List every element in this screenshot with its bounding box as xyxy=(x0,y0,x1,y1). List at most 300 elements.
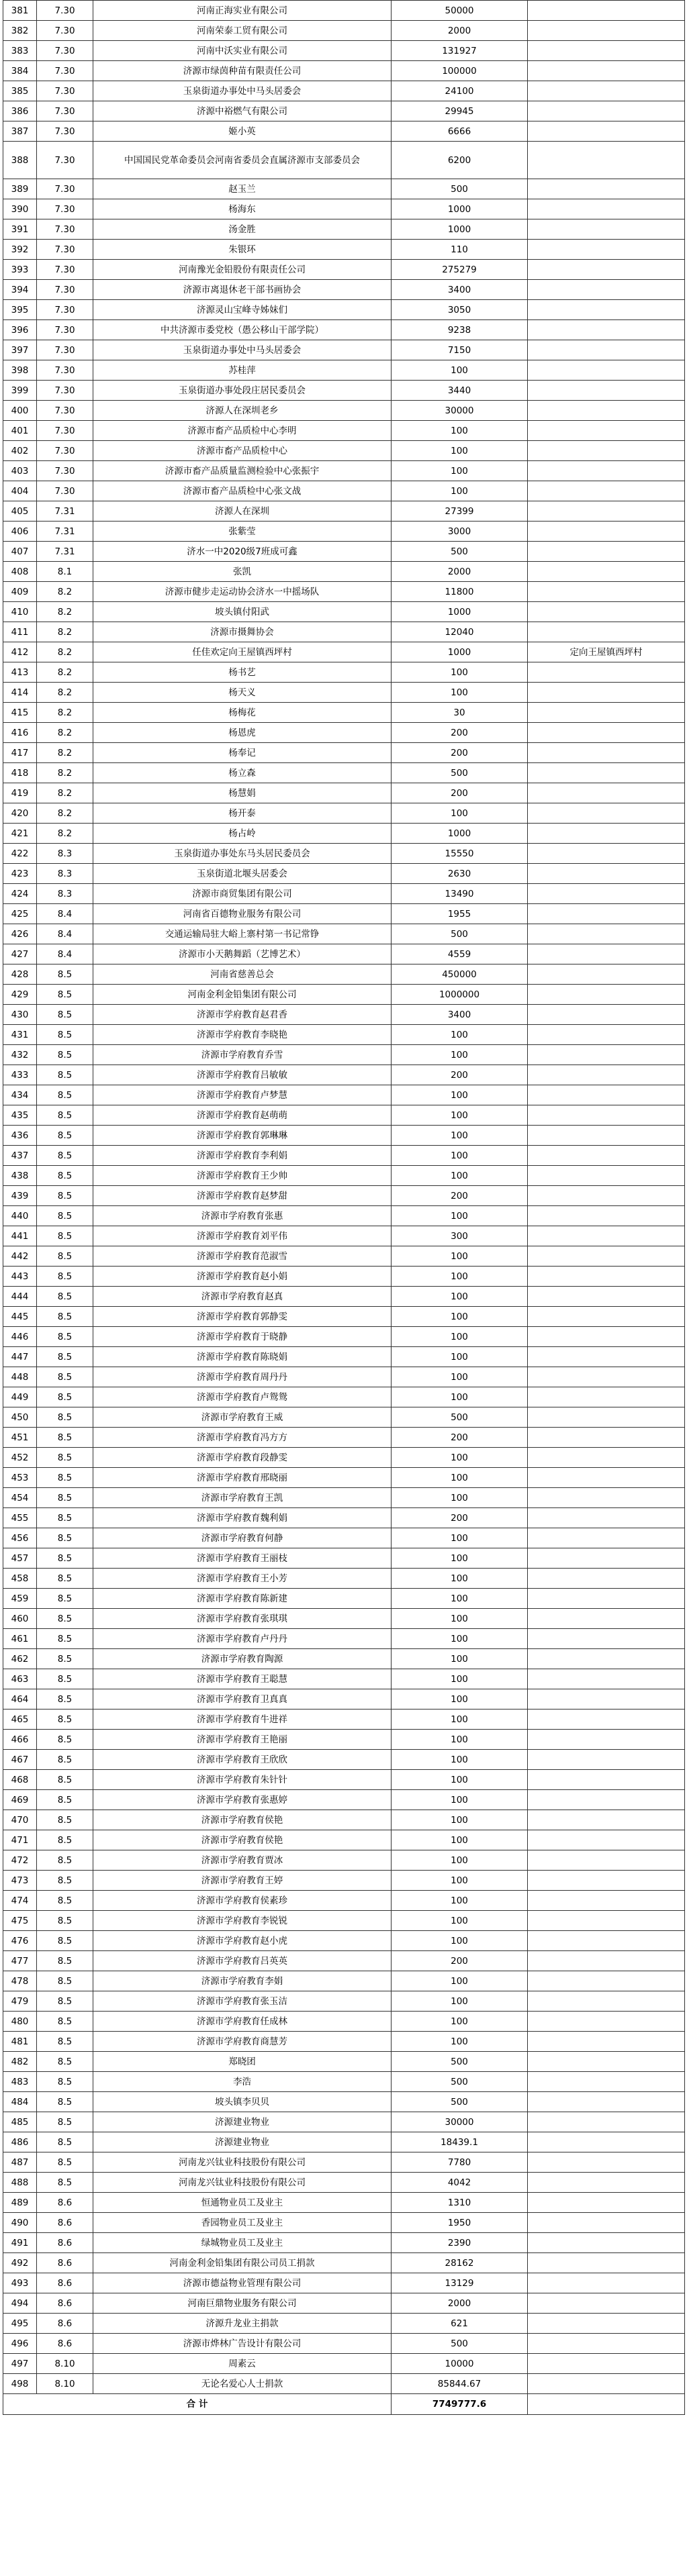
donor-name: 济源市学府教育吕英英 xyxy=(93,1951,392,1971)
table-row xyxy=(3,1468,685,1488)
row-date: 8.2 xyxy=(37,683,93,703)
row-note xyxy=(528,2334,685,2354)
row-number: 431 xyxy=(3,1025,37,1045)
donation-amount: 100 xyxy=(392,803,528,824)
row-note xyxy=(528,121,685,142)
donation-amount: 100 xyxy=(392,1488,528,1508)
row-note xyxy=(528,1206,685,1226)
row-date: 7.30 xyxy=(37,81,93,101)
row-date: 8.5 xyxy=(37,1609,93,1629)
row-date: 8.5 xyxy=(37,1045,93,1065)
row-date: 8.5 xyxy=(37,1790,93,1810)
row-note xyxy=(528,2193,685,2213)
row-note xyxy=(528,1146,685,1166)
table-row xyxy=(3,864,685,884)
donation-amount: 275279 xyxy=(392,260,528,280)
donor-name: 济源市学府教育李娟 xyxy=(93,1971,392,1991)
donor-name: 济源市学府教育王丽枝 xyxy=(93,1548,392,1569)
donation-amount: 4559 xyxy=(392,944,528,964)
table-row xyxy=(3,783,685,803)
donor-name: 济源市学府教育赵小虎 xyxy=(93,1931,392,1951)
row-date: 8.5 xyxy=(37,2112,93,2132)
donation-amount: 100 xyxy=(392,441,528,461)
donor-name: 济源市学府教育魏利娟 xyxy=(93,1508,392,1528)
row-number: 421 xyxy=(3,824,37,844)
donation-amount: 2000 xyxy=(392,2293,528,2314)
donation-amount: 13490 xyxy=(392,884,528,904)
row-number: 424 xyxy=(3,884,37,904)
row-number: 396 xyxy=(3,320,37,340)
row-note xyxy=(528,320,685,340)
table-row xyxy=(3,2152,685,2173)
donation-amount: 100 xyxy=(392,2032,528,2052)
donor-name: 赵玉兰 xyxy=(93,179,392,199)
donor-name: 济源市摄舞协会 xyxy=(93,622,392,642)
donation-amount: 300 xyxy=(392,1226,528,1246)
row-note xyxy=(528,61,685,81)
donation-amount: 100 xyxy=(392,1347,528,1367)
donation-amount: 100 xyxy=(392,1307,528,1327)
donation-amount: 100 xyxy=(392,1367,528,1387)
row-note xyxy=(528,904,685,924)
table-row xyxy=(3,2314,685,2334)
row-number: 411 xyxy=(3,622,37,642)
donation-amount: 29945 xyxy=(392,101,528,121)
row-date: 7.31 xyxy=(37,501,93,522)
donation-amount: 500 xyxy=(392,542,528,562)
row-date: 8.5 xyxy=(37,2012,93,2032)
row-date: 7.30 xyxy=(37,481,93,501)
row-note xyxy=(528,1730,685,1750)
row-date: 8.10 xyxy=(37,2354,93,2374)
table-row xyxy=(3,1569,685,1589)
row-number: 478 xyxy=(3,1971,37,1991)
table-row xyxy=(3,121,685,142)
donor-name: 济源市学府教育陈晓娟 xyxy=(93,1347,392,1367)
row-note xyxy=(528,2213,685,2233)
donation-amount: 100 xyxy=(392,1246,528,1267)
table-row xyxy=(3,582,685,602)
row-note xyxy=(528,1005,685,1025)
row-date: 8.5 xyxy=(37,1569,93,1589)
row-date: 8.5 xyxy=(37,1548,93,1569)
donation-amount: 100 xyxy=(392,1528,528,1548)
table-row xyxy=(3,1065,685,1085)
table-row xyxy=(3,884,685,904)
donor-name: 中共济源市委党校（愚公移山干部学院） xyxy=(93,320,392,340)
donor-name: 济源中裕燃气有限公司 xyxy=(93,101,392,121)
table-row xyxy=(3,1367,685,1387)
row-note xyxy=(528,1126,685,1146)
donation-amount: 100 xyxy=(392,1850,528,1871)
donation-amount: 2000 xyxy=(392,21,528,41)
row-note xyxy=(528,1649,685,1669)
row-note xyxy=(528,622,685,642)
row-date: 8.5 xyxy=(37,985,93,1005)
donation-amount: 100 xyxy=(392,1629,528,1649)
donor-name: 济源市学府教育陶源 xyxy=(93,1649,392,1669)
donor-name: 张紫莹 xyxy=(93,522,392,542)
row-number: 497 xyxy=(3,2354,37,2374)
row-number: 402 xyxy=(3,441,37,461)
total-note-cell xyxy=(528,2394,685,2415)
table-row xyxy=(3,1025,685,1045)
row-number: 439 xyxy=(3,1186,37,1206)
row-number: 401 xyxy=(3,421,37,441)
donor-name: 济源市学府教育王聪慧 xyxy=(93,1669,392,1689)
donation-amount: 4042 xyxy=(392,2173,528,2193)
row-date: 8.5 xyxy=(37,2032,93,2052)
row-date: 7.30 xyxy=(37,340,93,360)
row-date: 8.5 xyxy=(37,1589,93,1609)
row-number: 444 xyxy=(3,1287,37,1307)
row-number: 441 xyxy=(3,1226,37,1246)
row-note xyxy=(528,41,685,61)
row-number: 416 xyxy=(3,723,37,743)
donor-name: 河南巨鼎物业服务有限公司 xyxy=(93,2293,392,2314)
row-number: 470 xyxy=(3,1810,37,1830)
donor-name: 济源市学府教育王威 xyxy=(93,1407,392,1428)
row-note xyxy=(528,864,685,884)
row-note xyxy=(528,582,685,602)
donor-name: 河南省慈善总会 xyxy=(93,964,392,985)
row-number: 394 xyxy=(3,280,37,300)
row-note xyxy=(528,1589,685,1609)
donation-amount: 200 xyxy=(392,743,528,763)
row-date: 8.5 xyxy=(37,1166,93,1186)
donation-amount: 11800 xyxy=(392,582,528,602)
row-date: 8.5 xyxy=(37,1871,93,1891)
donor-name: 香园物业员工及业主 xyxy=(93,2213,392,2233)
row-number: 445 xyxy=(3,1307,37,1327)
row-note xyxy=(528,2233,685,2253)
donation-amount: 500 xyxy=(392,924,528,944)
table-row xyxy=(3,1891,685,1911)
donor-name: 济源市学府教育李晓艳 xyxy=(93,1025,392,1045)
row-number: 438 xyxy=(3,1166,37,1186)
donor-name: 姬小英 xyxy=(93,121,392,142)
donor-name: 河南龙兴钛业科技股份有限公司 xyxy=(93,2173,392,2193)
row-date: 7.30 xyxy=(37,300,93,320)
donation-amount: 100 xyxy=(392,1025,528,1045)
row-note xyxy=(528,360,685,381)
table-row xyxy=(3,481,685,501)
table-row xyxy=(3,803,685,824)
table-row xyxy=(3,1186,685,1206)
row-note xyxy=(528,2253,685,2273)
donor-name: 李浩 xyxy=(93,2072,392,2092)
row-date: 8.5 xyxy=(37,1488,93,1508)
table-row xyxy=(3,662,685,683)
row-note xyxy=(528,1,685,21)
row-note xyxy=(528,824,685,844)
donation-amount: 100 xyxy=(392,1206,528,1226)
row-note xyxy=(528,1347,685,1367)
row-number: 468 xyxy=(3,1770,37,1790)
row-number: 448 xyxy=(3,1367,37,1387)
donation-amount: 100 xyxy=(392,1730,528,1750)
table-row xyxy=(3,1287,685,1307)
row-date: 8.2 xyxy=(37,763,93,783)
donation-amount: 621 xyxy=(392,2314,528,2334)
donor-name: 济源市学府教育李锐锐 xyxy=(93,1911,392,1931)
row-note xyxy=(528,1186,685,1206)
donation-amount: 100000 xyxy=(392,61,528,81)
donor-name: 济源市绿茵种苗有限责任公司 xyxy=(93,61,392,81)
row-number: 472 xyxy=(3,1850,37,1871)
donation-amount: 1000 xyxy=(392,199,528,219)
table-row xyxy=(3,743,685,763)
row-number: 493 xyxy=(3,2273,37,2293)
donor-name: 济源市学府教育王凯 xyxy=(93,1488,392,1508)
row-number: 389 xyxy=(3,179,37,199)
row-note xyxy=(528,743,685,763)
row-date: 7.30 xyxy=(37,260,93,280)
row-number: 459 xyxy=(3,1589,37,1609)
donor-name: 济源市学府教育贾冰 xyxy=(93,1850,392,1871)
row-number: 412 xyxy=(3,642,37,662)
row-number: 474 xyxy=(3,1891,37,1911)
table-row xyxy=(3,1589,685,1609)
donor-name: 济源市学府教育商慧芳 xyxy=(93,2032,392,2052)
donor-name: 济源市学府教育牛进祥 xyxy=(93,1710,392,1730)
donation-amount: 200 xyxy=(392,1951,528,1971)
donor-name: 玉泉街道办事处段庄居民委员会 xyxy=(93,381,392,401)
donor-name: 济源市学府教育李利娟 xyxy=(93,1146,392,1166)
table-row xyxy=(3,924,685,944)
total-amount: 7749777.6 xyxy=(392,2394,528,2415)
row-number: 392 xyxy=(3,240,37,260)
donor-name: 河南金利金铅集团有限公司员工捐款 xyxy=(93,2253,392,2273)
row-date: 8.3 xyxy=(37,864,93,884)
row-number: 494 xyxy=(3,2293,37,2314)
row-date: 8.2 xyxy=(37,824,93,844)
donation-amount: 100 xyxy=(392,1911,528,1931)
row-date: 8.6 xyxy=(37,2213,93,2233)
table-row xyxy=(3,1206,685,1226)
table-row xyxy=(3,320,685,340)
donation-amount: 450000 xyxy=(392,964,528,985)
row-number: 410 xyxy=(3,602,37,622)
table-row xyxy=(3,142,685,179)
donor-name: 杨书艺 xyxy=(93,662,392,683)
row-date: 8.5 xyxy=(37,1126,93,1146)
donor-name: 济源市学府教育郭琳琳 xyxy=(93,1126,392,1146)
row-date: 8.6 xyxy=(37,2273,93,2293)
row-date: 8.5 xyxy=(37,1226,93,1246)
row-number: 397 xyxy=(3,340,37,360)
donor-name: 济源市学府教育张玉洁 xyxy=(93,1991,392,2012)
row-note xyxy=(528,2293,685,2314)
row-note xyxy=(528,602,685,622)
row-number: 490 xyxy=(3,2213,37,2233)
row-date: 8.5 xyxy=(37,1065,93,1085)
row-note xyxy=(528,964,685,985)
row-note xyxy=(528,1307,685,1327)
row-note xyxy=(528,2012,685,2032)
row-note xyxy=(528,522,685,542)
donor-name: 杨占岭 xyxy=(93,824,392,844)
row-date: 8.5 xyxy=(37,1307,93,1327)
table-row xyxy=(3,824,685,844)
row-number: 476 xyxy=(3,1931,37,1951)
donation-amount: 3000 xyxy=(392,522,528,542)
donor-name: 坡头镇李贝贝 xyxy=(93,2092,392,2112)
row-date: 8.5 xyxy=(37,2173,93,2193)
donation-amount: 13129 xyxy=(392,2273,528,2293)
donation-amount: 100 xyxy=(392,1448,528,1468)
row-number: 428 xyxy=(3,964,37,985)
donor-name: 苏桂萍 xyxy=(93,360,392,381)
row-date: 8.5 xyxy=(37,1025,93,1045)
donor-name: 济源市学府教育卫真真 xyxy=(93,1689,392,1710)
row-number: 492 xyxy=(3,2253,37,2273)
donor-name: 玉泉街道办事处中马头居委会 xyxy=(93,81,392,101)
row-date: 8.5 xyxy=(37,1911,93,1931)
table-row xyxy=(3,1991,685,2012)
row-number: 489 xyxy=(3,2193,37,2213)
row-number: 454 xyxy=(3,1488,37,1508)
row-note xyxy=(528,1770,685,1790)
donation-amount: 100 xyxy=(392,1649,528,1669)
donation-amount: 10000 xyxy=(392,2354,528,2374)
row-date: 8.2 xyxy=(37,622,93,642)
row-note xyxy=(528,1367,685,1387)
row-number: 447 xyxy=(3,1347,37,1367)
donor-name: 河南豫光金铅股份有限责任公司 xyxy=(93,260,392,280)
row-note xyxy=(528,1609,685,1629)
donation-amount: 100 xyxy=(392,1589,528,1609)
table-row xyxy=(3,2173,685,2193)
donor-name: 济源市学府教育邢晓丽 xyxy=(93,1468,392,1488)
donor-name: 济源市畜产品质量监测检验中心张振宇 xyxy=(93,461,392,481)
donor-name: 济源市学府教育陈新建 xyxy=(93,1589,392,1609)
table-row xyxy=(3,2374,685,2394)
row-number: 407 xyxy=(3,542,37,562)
row-note xyxy=(528,1065,685,1085)
row-number: 393 xyxy=(3,260,37,280)
table-row xyxy=(3,1347,685,1367)
row-note xyxy=(528,844,685,864)
table-row xyxy=(3,199,685,219)
row-note xyxy=(528,441,685,461)
row-number: 404 xyxy=(3,481,37,501)
row-number: 487 xyxy=(3,2152,37,2173)
row-date: 8.5 xyxy=(37,1629,93,1649)
row-date: 8.5 xyxy=(37,1246,93,1267)
row-note xyxy=(528,1166,685,1186)
donor-name: 济源市学府教育赵梦甜 xyxy=(93,1186,392,1206)
donor-name: 玉泉街道办事处东马头居民委员会 xyxy=(93,844,392,864)
row-date: 8.5 xyxy=(37,1327,93,1347)
donation-amount: 100 xyxy=(392,1710,528,1730)
row-number: 433 xyxy=(3,1065,37,1085)
row-number: 466 xyxy=(3,1730,37,1750)
table-row xyxy=(3,1830,685,1850)
row-number: 403 xyxy=(3,461,37,481)
donation-amount: 1000 xyxy=(392,602,528,622)
row-date: 8.10 xyxy=(37,2374,93,2394)
donor-name: 济源市学府教育范淑雪 xyxy=(93,1246,392,1267)
row-note xyxy=(528,1871,685,1891)
donation-amount: 3400 xyxy=(392,280,528,300)
row-date: 8.5 xyxy=(37,1367,93,1387)
donation-amount: 100 xyxy=(392,2012,528,2032)
row-note xyxy=(528,2273,685,2293)
row-date: 8.5 xyxy=(37,1710,93,1730)
row-date: 8.2 xyxy=(37,582,93,602)
row-number: 480 xyxy=(3,2012,37,2032)
donation-amount: 500 xyxy=(392,2052,528,2072)
row-number: 405 xyxy=(3,501,37,522)
donation-amount: 1955 xyxy=(392,904,528,924)
row-note xyxy=(528,2092,685,2112)
table-row xyxy=(3,703,685,723)
donor-name: 济源人在深圳 xyxy=(93,501,392,522)
row-date: 8.5 xyxy=(37,2092,93,2112)
table-row xyxy=(3,2112,685,2132)
donor-name: 济源市学府教育侯艳 xyxy=(93,1830,392,1850)
donation-amount: 110 xyxy=(392,240,528,260)
donation-amount: 100 xyxy=(392,1045,528,1065)
donor-name: 坡头镇付阳武 xyxy=(93,602,392,622)
donation-amount: 100 xyxy=(392,1790,528,1810)
row-note xyxy=(528,2052,685,2072)
row-number: 452 xyxy=(3,1448,37,1468)
table-row xyxy=(3,1730,685,1750)
row-number: 435 xyxy=(3,1105,37,1126)
table-row xyxy=(3,360,685,381)
row-number: 387 xyxy=(3,121,37,142)
donation-amount: 30000 xyxy=(392,401,528,421)
table-row xyxy=(3,2273,685,2293)
donation-amount: 100 xyxy=(392,1327,528,1347)
table-row xyxy=(3,944,685,964)
donation-amount: 100 xyxy=(392,1569,528,1589)
donation-amount: 7780 xyxy=(392,2152,528,2173)
row-note xyxy=(528,1468,685,1488)
row-number: 442 xyxy=(3,1246,37,1267)
table-row xyxy=(3,61,685,81)
row-note xyxy=(528,1548,685,1569)
donor-name: 杨梅花 xyxy=(93,703,392,723)
donor-name: 济源市学府教育于晓静 xyxy=(93,1327,392,1347)
donation-amount: 100 xyxy=(392,1991,528,2012)
table-row xyxy=(3,1407,685,1428)
donor-name: 济源市健步走运动协会济水一中摇场队 xyxy=(93,582,392,602)
row-number: 409 xyxy=(3,582,37,602)
donor-name: 济源市学府教育王少帅 xyxy=(93,1166,392,1186)
table-row xyxy=(3,300,685,320)
row-note xyxy=(528,1025,685,1045)
table-row xyxy=(3,1931,685,1951)
table-row xyxy=(3,1267,685,1287)
row-number: 451 xyxy=(3,1428,37,1448)
donor-name: 济源市学府教育侯艳 xyxy=(93,1810,392,1830)
donor-name: 济源市学府教育卢丹丹 xyxy=(93,1629,392,1649)
donor-name: 济源市离退休老干部书画协会 xyxy=(93,280,392,300)
row-note xyxy=(528,1327,685,1347)
row-date: 8.5 xyxy=(37,1468,93,1488)
row-date: 7.30 xyxy=(37,199,93,219)
donation-amount: 18439.1 xyxy=(392,2132,528,2152)
row-note xyxy=(528,461,685,481)
table-row xyxy=(3,2354,685,2374)
row-number: 390 xyxy=(3,199,37,219)
row-date: 8.5 xyxy=(37,1105,93,1126)
donation-amount: 6200 xyxy=(392,142,528,179)
row-number: 481 xyxy=(3,2032,37,2052)
